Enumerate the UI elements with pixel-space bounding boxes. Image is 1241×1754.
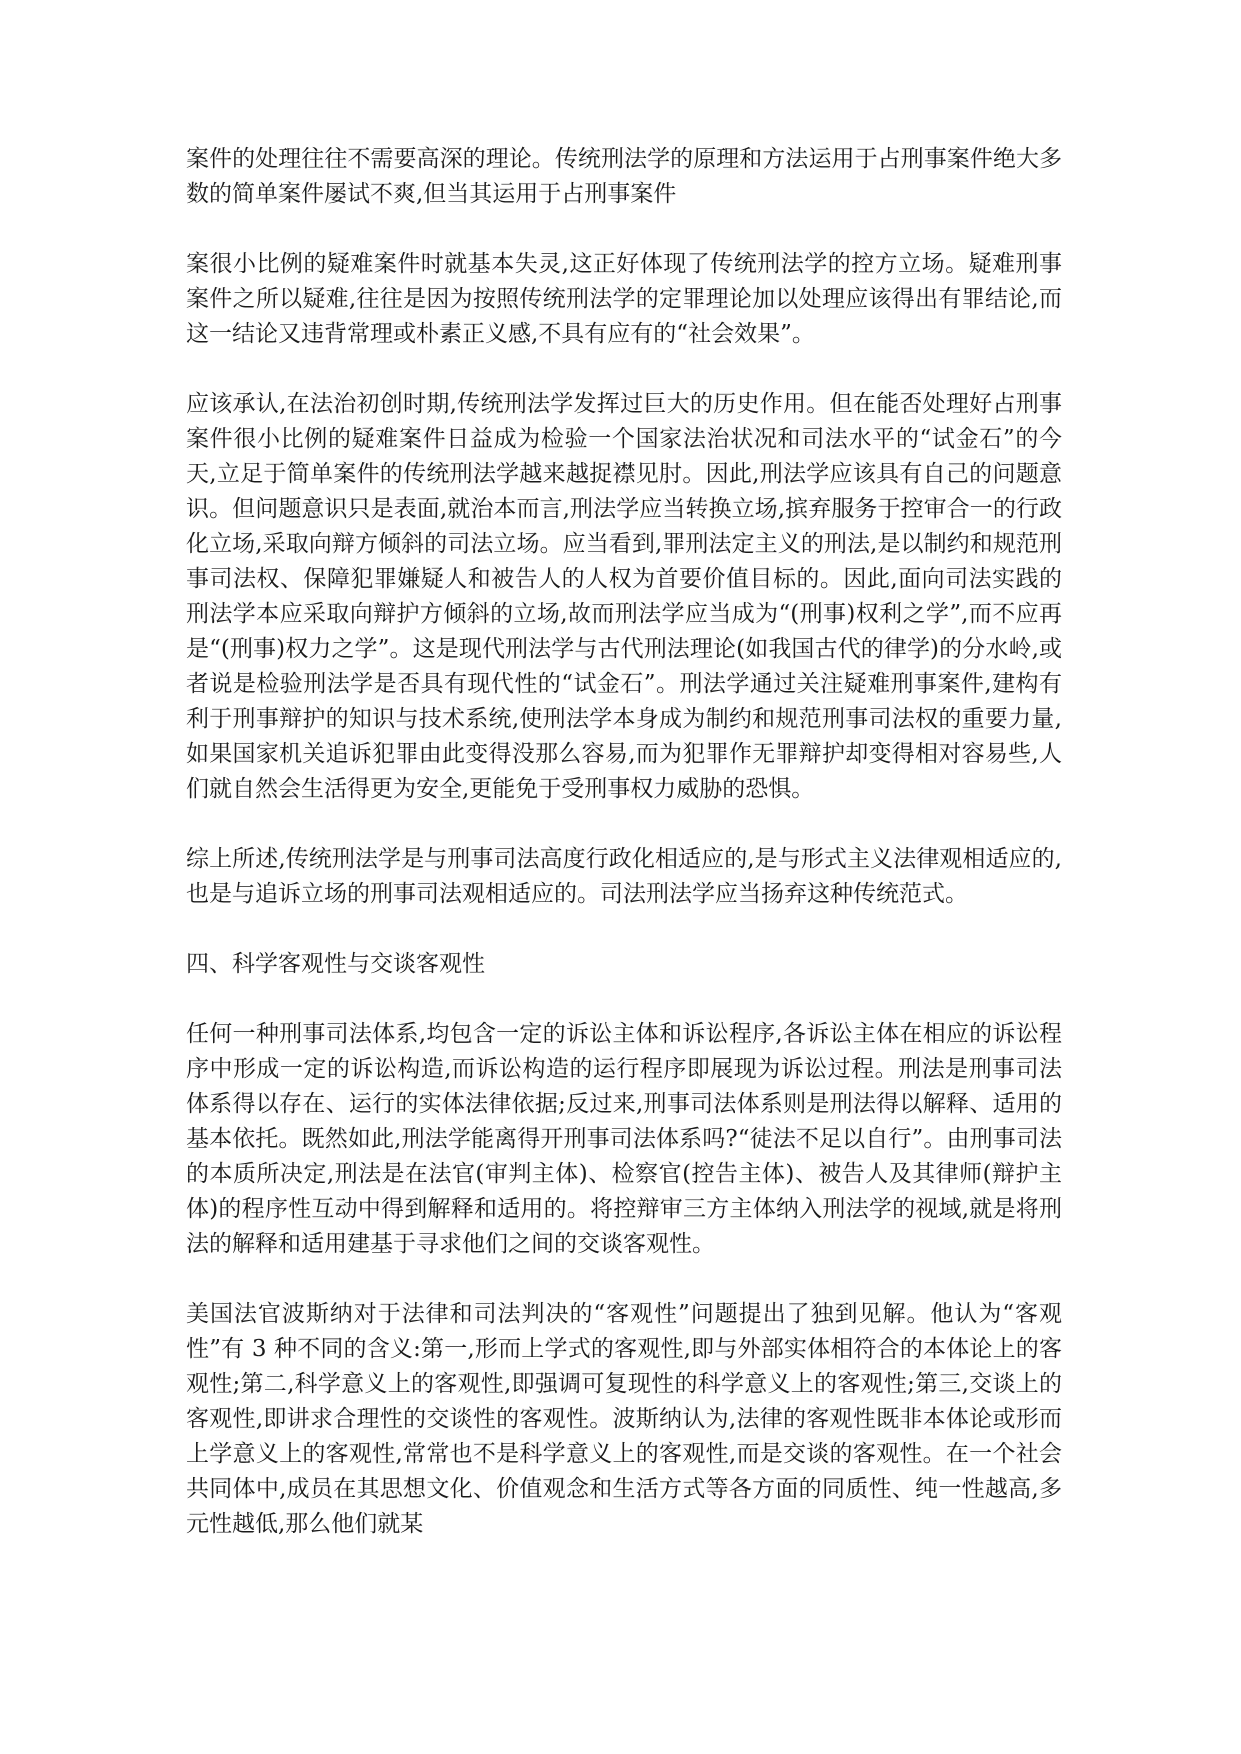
document-page bbox=[186, 142, 1062, 1577]
paragraph-1: 案件的处理往往不需要高深的理论。传统刑法学的原理和方法运用于占刑事案件绝大多数的简单案件屡试不爽,但当其运用于占刑事案件 bbox=[186, 146, 1062, 207]
paragraph-4: 综上所述,传统刑法学是与刑事司法高度行政化相适应的,是与形式主义法律观相适应的,也是与追诉立场的刑事司法观相适应的。司法刑法学应当扬弃这种传统范式。 bbox=[186, 846, 1062, 907]
paragraph-6: 美国法官波斯纳对于法律和司法判决的“客观性”问题提出了独到见解。他认为“客观性”有 3 种不同的含义:第一,形而上学式的客观性,即与外部实体相符合的本体论上的客观性;第二,科学意义上的客观性,即强调可复现性的科学意义上的客观性;第三,交谈上的客观性,即讲求合理性的交谈性的客观性。波斯纳认为,法律的客观性既非本体论或形而上学意义上的客观性,常常也不是科学意义上的客观性,而是交谈的客观性。在一个社会共同体中,成员在其思想文化、价值观念和生活方式等各方面的同质性、纯一性越高,多元性越低,那么他们就某 bbox=[186, 1301, 1062, 1537]
paragraph-5: 任何一种刑事司法体系,均包含一定的诉讼主体和诉讼程序,各诉讼主体在相应的诉讼程序中形成一定的诉讼构造,而诉讼构造的运行程序即展现为诉讼过程。刑法是刑事司法体系得以存在、运行的实体法律依据;反过来,刑事司法体系则是刑法得以解释、适用的基本依托。既然如此,刑法学能离得开刑事司法体系吗?“徒法不足以自行”。由刑事司法的本质所决定,刑法是在法官(审判主体)、检察官(控告主体)、被告人及其律师(辩护主体)的程序性互动中得到解释和适用的。将控辩审三方主体纳入刑法学的视域,就是将刑法的解释和适用建基于寻求他们之间的交谈客观性。 bbox=[186, 1021, 1062, 1257]
paragraph-2: 案很小比例的疑难案件时就基本失灵,这正好体现了传统刑法学的控方立场。疑难刑事案件之所以疑难,往往是因为按照传统刑法学的定罪理论加以处理应该得出有罪结论,而这一结论又违背常理或朴素正义感,不具有应有的“社会效果”。 bbox=[186, 251, 1062, 347]
section-heading: 四、科学客观性与交谈客观性 bbox=[186, 951, 485, 977]
paragraph-3: 应该承认,在法治初创时期,传统刑法学发挥过巨大的历史作用。但在能否处理好占刑事案件很小比例的疑难案件日益成为检验一个国家法治状况和司法水平的“试金石”的今天,立足于简单案件的传统刑法学越来越捉襟见肘。因此,刑法学应该具有自己的问题意识。但问题意识只是表面,就治本而言,刑法学应当转换立场,摈弃服务于控审合一的行政化立场,采取向辩方倾斜的司法立场。应当看到,罪刑法定主义的刑法,是以制约和规范刑事司法权、保障犯罪嫌疑人和被告人的人权为首要价值目标的。因此,面向司法实践的刑法学本应采取向辩护方倾斜的立场,故而刑法学应当成为“(刑事)权利之学”,而不应再是“(刑事)权力之学”。这是现代刑法学与古代刑法理论(如我国古代的律学)的分水岭,或者说是检验刑法学是否具有现代性的“试金石”。刑法学通过关注疑难刑事案件,建构有利于刑事辩护的知识与技术系统,使刑法学本身成为制约和规范刑事司法权的重要力量,如果国家机关追诉犯罪由此变得没那么容易,而为犯罪作无罪辩护却变得相对容易些,人们就自然会生活得更为安全,更能免于受刑事权力威胁的恐惧。 bbox=[186, 391, 1062, 802]
